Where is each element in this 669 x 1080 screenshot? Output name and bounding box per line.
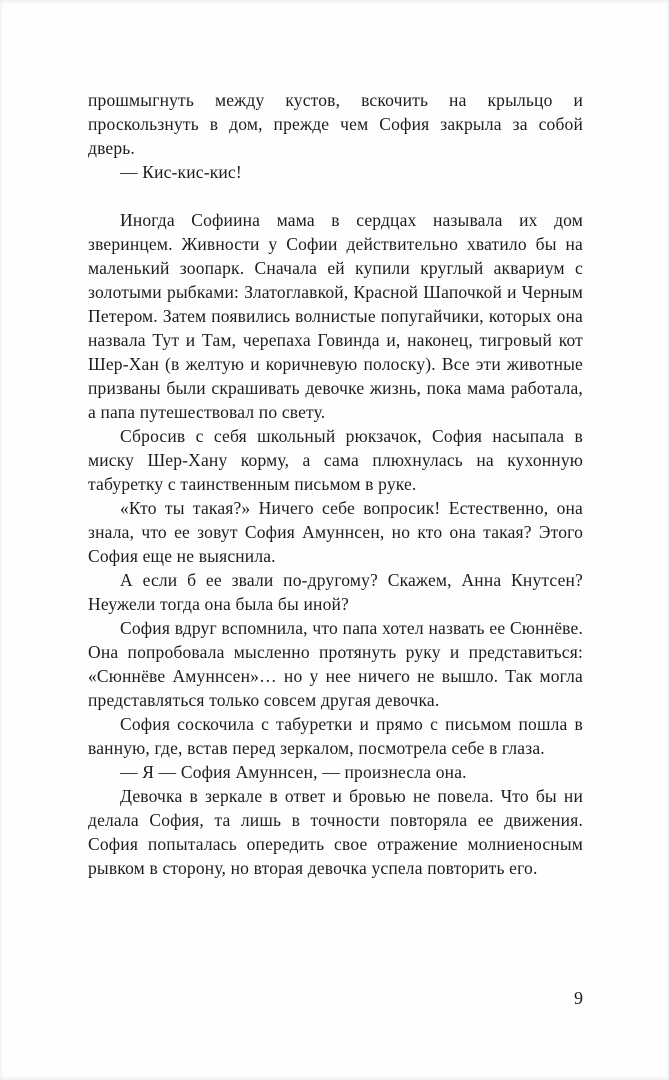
text-block — [88, 88, 583, 880]
paragraph-dialogue: — Я — София Амуннсен, — произнесла она. — [120, 762, 467, 782]
paragraph: А если б ее звали по-другому? Скажем, Анна Кнутсен? Неужели тогда она была бы иной? — [88, 570, 583, 614]
paragraph: Сбросив с себя школьный рюкзачок, София насыпала в миску Шер-Хану корму, а сама плюхнулась на кухонную табуретку с таинственным письмом в руке. — [88, 426, 583, 494]
paragraph-continuation: прошмыгнуть между кустов, вскочить на крыльцо и проскользнуть в дом, прежде чем София закрыла за собой дверь. — [88, 90, 583, 158]
paragraph: София вдруг вспомнила, что папа хотел назвать ее Сюннёве. Она попробовала мысленно протянуть руку и представиться: «Сюннёве Амуннсен»… но у нее ничего не вышло. Так могла представляться только совсем другая девочка. — [88, 618, 583, 710]
paragraph: Иногда Софиина мама в сердцах называла их дом зверинцем. Живности у Софии действительно хватило бы на маленький зоопарк. Сначала ей купили круглый аквариум с золотыми рыбками: Златоглавкой, Красной Шапочкой и Черным Петером. Затем появились волнистые попугайчики, которых она назвала Тут и Там, черепаха Говинда и, наконец, тигровый кот Шер-Хан (в желтую и коричневую полоску). Все эти животные призваны были скрашивать девочке жизнь, пока мама работала, а папа путешествовал по свету. — [88, 210, 583, 422]
paragraph: София соскочила с табуретки и прямо с письмом пошла в ванную, где, встав перед зеркалом, посмотрела себе в глаза. — [88, 714, 583, 758]
paragraph-dialogue: — Кис-кис-кис! — [120, 162, 242, 182]
paragraph: Девочка в зеркале в ответ и бровью не повела. Что бы ни делала София, та лишь в точности повторяла ее движения. София попыталась опередить свое отражение молниеносным рывком в сторону, но вторая девочка успела повторить его. — [88, 786, 583, 878]
page-number: 9 — [574, 988, 583, 1008]
paragraph: «Кто ты такая?» Ничего себе вопросик! Естественно, она знала, что ее зовут София Амуннсен, но кто она такая? Этого София еще не выяснила. — [88, 498, 583, 566]
